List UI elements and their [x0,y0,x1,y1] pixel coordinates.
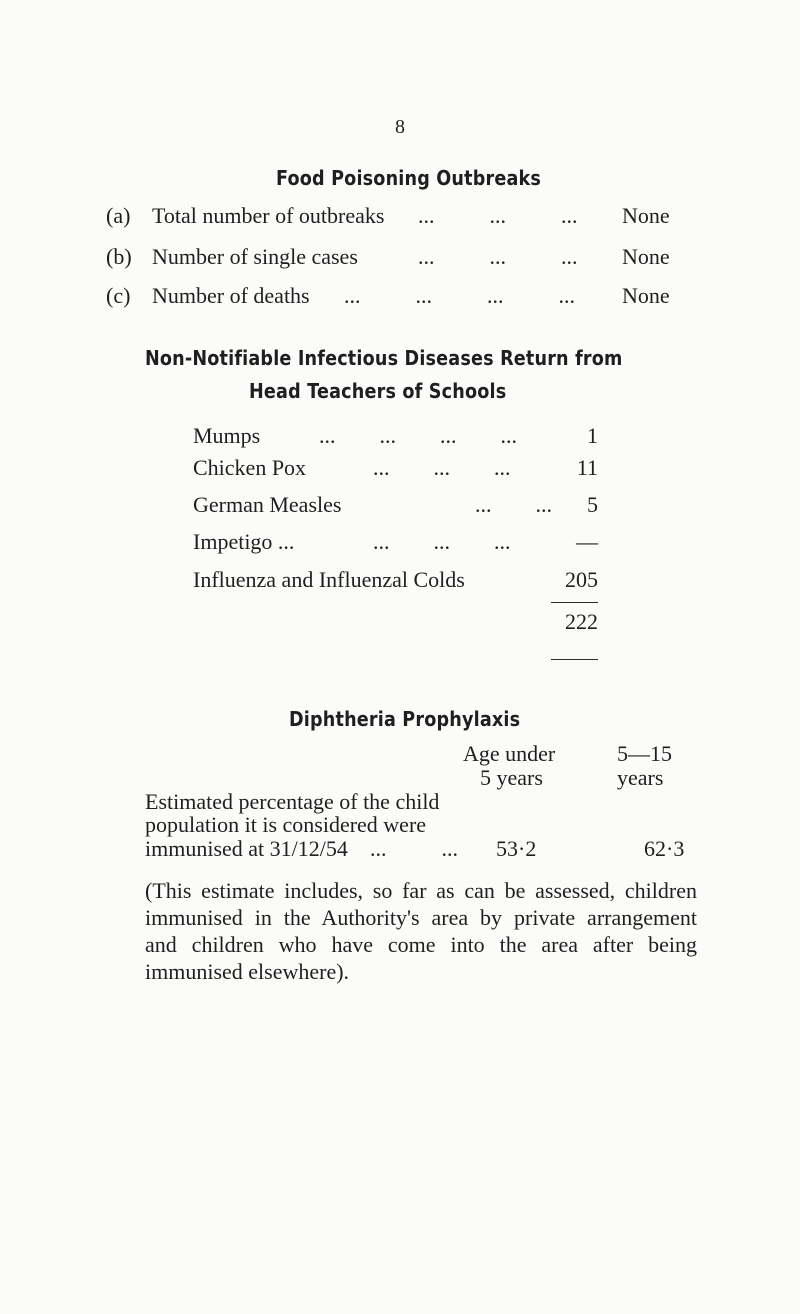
disease-label: German Measles [193,492,342,517]
note-line: (This estimate includes, so far as can be assessed, children [145,878,697,903]
disease-count: — [576,529,598,554]
row-label-line1: Estimated percentage of the child [145,789,440,814]
row-letter: (c) [106,283,131,308]
row-value: None [622,203,670,228]
value-under-5: 53·2 [496,836,537,861]
row-label: Number of single cases [152,244,358,269]
non-notifiable-heading-line2: Head Teachers of Schools [249,379,507,403]
page-number: 8 [395,116,405,138]
leader-dots: ... ... ... ... [344,283,575,308]
row-label: Total number of outbreaks [152,203,385,228]
disease-total: 222 [565,609,598,634]
non-notifiable-heading-line1: Non-Notifiable Infectious Diseases Return from [145,346,623,370]
total-top-rule [551,602,598,603]
row-label-line2: population it is considered were [145,812,427,837]
leader-dots: ... ... [370,836,458,861]
leader-dots: ... ... [475,492,552,517]
row-letter: (b) [106,244,132,269]
food-poisoning-heading: Food Poisoning Outbreaks [276,166,542,190]
disease-label: Influenza and Influenzal Colds [193,567,465,592]
disease-label: Impetigo ... [193,529,295,554]
diphtheria-heading: Diphtheria Prophylaxis [289,707,521,731]
disease-label: Mumps [193,423,261,448]
diphtheria-note [145,877,697,985]
note-line: immunised in the Authority's area by private arrangement [145,905,697,930]
leader-dots: ... ... ... [418,203,578,228]
value-5-15: 62·3 [644,836,685,861]
column-header-age-5-15-sub: years [617,765,664,790]
row-letter: (a) [106,203,131,228]
row-value: None [622,244,670,269]
note-line: immunised elsewhere). [145,959,350,984]
disease-count: 5 [587,492,598,517]
column-header-age-under-5-sub: 5 years [480,765,543,790]
total-bottom-rule [551,659,598,660]
disease-count: 205 [565,567,598,592]
disease-count: 11 [576,455,598,480]
note-line: and children who have come into the area after being [145,932,697,957]
row-label-line3: immunised at 31/12/54 [145,836,348,861]
disease-label: Chicken Pox [193,455,307,480]
leader-dots: ... ... ... [418,244,578,269]
disease-count: 1 [587,423,598,448]
column-header-age-5-15: 5—15 [617,741,672,766]
column-header-age-under-5: Age under [463,741,556,766]
leader-dots: ... ... ... [373,455,511,480]
leader-dots: ... ... ... [373,529,511,554]
row-value: None [622,283,670,308]
leader-dots: ... ... ... ... [319,423,517,448]
row-label: Number of deaths [152,283,310,308]
